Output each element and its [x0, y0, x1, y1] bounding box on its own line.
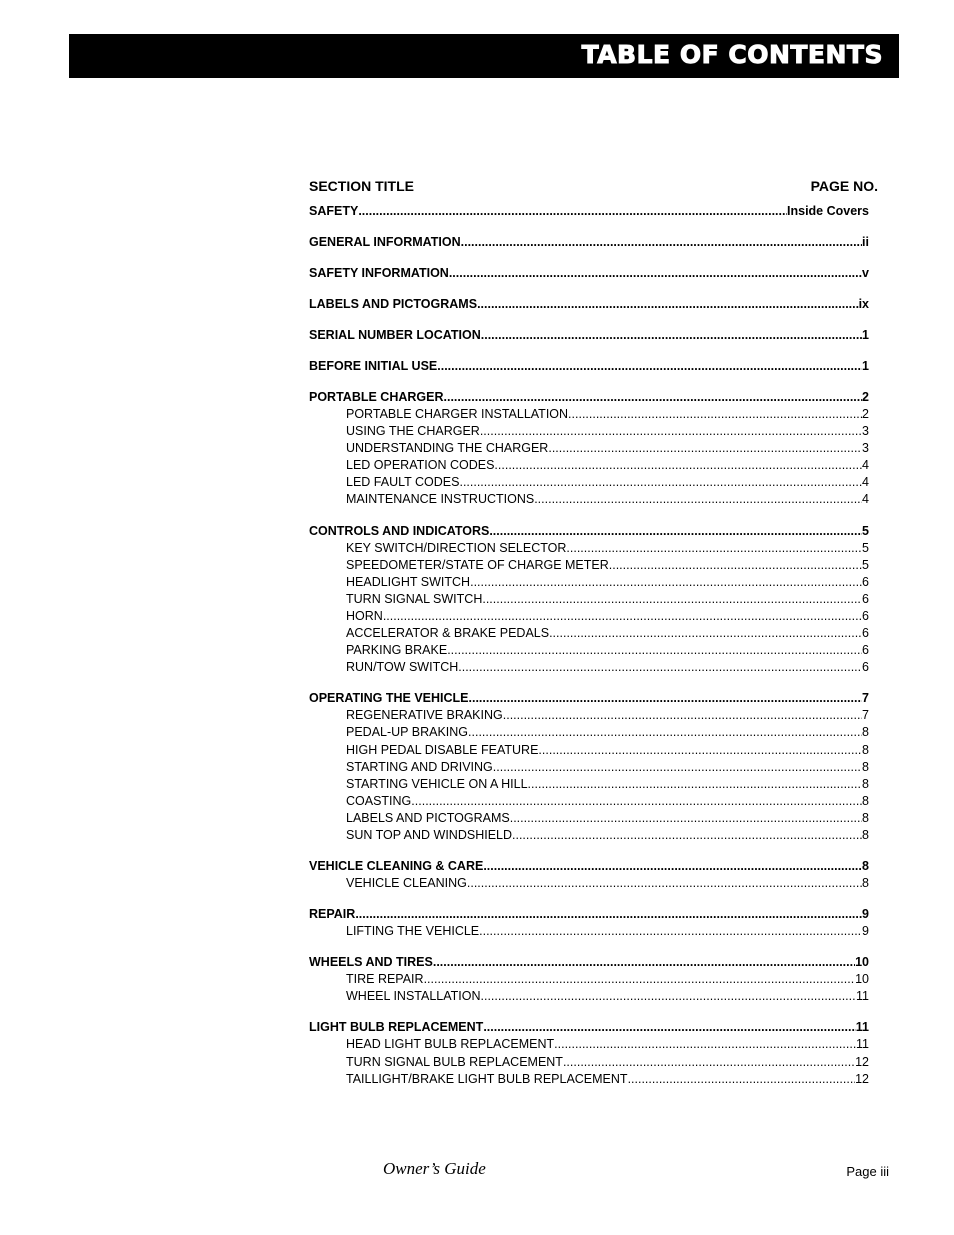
- toc-main-entry[interactable]: [309, 955, 869, 972]
- toc-section: [309, 328, 869, 345]
- dot-leader: [503, 708, 862, 722]
- dot-leader: [468, 725, 862, 739]
- toc-main-entry[interactable]: [309, 390, 869, 407]
- toc-section: [309, 859, 869, 893]
- toc-sub-entry[interactable]: [309, 441, 869, 458]
- toc-main-entry-title: LABELS AND PICTOGRAMS: [309, 297, 478, 311]
- toc-sub-entry-title: STARTING AND DRIVING: [346, 759, 493, 774]
- toc-sub-entry-title: LED OPERATION CODES: [346, 458, 495, 473]
- toc-sub-entry-page: 11: [856, 1037, 869, 1052]
- toc-sub-entry-page: 5: [862, 557, 869, 572]
- dot-leader: [568, 407, 862, 421]
- dot-leader: [493, 760, 862, 774]
- toc-main-entry-title: VEHICLE CLEANING & CARE: [309, 859, 484, 874]
- toc-main-entry-page: ix: [858, 297, 869, 311]
- toc-sub-entry-title: UNDERSTANDING THE CHARGER: [346, 441, 549, 456]
- toc-sub-entry-page: 8: [862, 742, 869, 757]
- dot-leader: [355, 907, 862, 921]
- dot-leader: [489, 524, 862, 538]
- toc-main-entry-title: LIGHT BULB REPLACEMENT: [309, 1020, 484, 1035]
- dot-leader: [444, 390, 863, 404]
- toc-section: [309, 1020, 869, 1088]
- toc-sub-entry[interactable]: [309, 811, 869, 828]
- toc-main-entry-page: 7: [862, 691, 869, 706]
- dot-leader: [479, 924, 862, 938]
- toc-sub-entry-page: 3: [862, 424, 869, 439]
- toc-main-entry-title: SAFETY: [309, 204, 359, 218]
- toc-sub-entry-title: LIFTING THE VEHICLE: [346, 924, 480, 939]
- toc-sub-entry-page: 12: [855, 1054, 869, 1069]
- section-title-header: SECTION TITLE: [309, 178, 414, 194]
- dot-leader: [449, 266, 862, 280]
- toc-sub-entry-title: LED FAULT CODES: [346, 475, 460, 490]
- dot-leader: [482, 592, 862, 606]
- table-of-contents: [309, 176, 878, 1103]
- toc-section: [309, 235, 869, 252]
- toc-main-entry[interactable]: [309, 297, 869, 314]
- toc-section: [309, 524, 869, 678]
- dot-leader: [483, 1020, 855, 1034]
- dot-leader: [411, 794, 862, 808]
- page-number-header: PAGE NO.: [810, 178, 878, 194]
- toc-sub-entry-page: 4: [862, 458, 869, 473]
- toc-section: [309, 297, 869, 314]
- toc-sub-entry[interactable]: [309, 794, 869, 811]
- toc-section: [309, 266, 869, 283]
- toc-section: [309, 204, 869, 221]
- dot-leader: [534, 492, 862, 506]
- toc-sub-entry-page: 4: [862, 475, 869, 490]
- toc-main-entry[interactable]: [309, 328, 869, 345]
- toc-sub-entry-title: PARKING BRAKE: [346, 643, 448, 658]
- toc-sub-entry-title: WHEEL INSTALLATION: [346, 989, 481, 1004]
- toc-main-entry[interactable]: [309, 266, 869, 283]
- toc-main-entry[interactable]: [309, 1020, 869, 1037]
- toc-sub-entry[interactable]: [309, 1037, 869, 1054]
- toc-sub-entry-page: 6: [862, 591, 869, 606]
- toc-sub-entry-title: ACCELERATOR & BRAKE PEDALS: [346, 626, 550, 641]
- toc-main-entry-page: 2: [862, 390, 869, 404]
- dot-leader: [538, 743, 862, 757]
- dot-leader: [563, 1055, 855, 1069]
- toc-sub-entry-title: RUN/TOW SWITCH: [346, 660, 459, 675]
- toc-sub-entry[interactable]: [309, 708, 869, 725]
- toc-main-entry-page: 1: [862, 359, 869, 373]
- toc-section: [309, 359, 869, 376]
- toc-sub-entry-title: HEAD LIGHT BULB REPLACEMENT: [346, 1037, 555, 1052]
- dot-leader: [469, 691, 863, 705]
- toc-sub-entry[interactable]: [309, 424, 869, 441]
- toc-sub-entry[interactable]: [309, 660, 869, 677]
- toc-column-headers: [309, 176, 878, 204]
- toc-sub-entry[interactable]: [309, 575, 869, 592]
- dot-leader: [467, 876, 862, 890]
- dot-leader: [494, 458, 862, 472]
- toc-sub-entry[interactable]: [309, 972, 869, 989]
- toc-sub-entry-title: PEDAL-UP BRAKING: [346, 725, 469, 740]
- toc-sub-entry-title: TIRE REPAIR: [346, 972, 424, 987]
- toc-sub-entry-page: 11: [856, 989, 869, 1004]
- footer-guide-title: Owner’s Guide: [383, 1159, 486, 1178]
- toc-sub-entry-page: 8: [862, 876, 869, 891]
- toc-sub-entry-title: VEHICLE CLEANING: [346, 876, 467, 891]
- toc-sub-entry[interactable]: [309, 828, 869, 845]
- toc-sub-entry-page: 9: [862, 924, 869, 939]
- dot-leader: [510, 811, 862, 825]
- toc-sub-entry-page: 4: [862, 492, 869, 507]
- toc-sub-entry-page: 2: [862, 407, 869, 421]
- toc-main-entry-title: SERIAL NUMBER LOCATION: [309, 328, 481, 342]
- toc-main-entry-page: 8: [862, 859, 869, 874]
- toc-main-entry-title: REPAIR: [309, 907, 356, 922]
- toc-sub-entry[interactable]: [309, 777, 869, 794]
- toc-sub-entry-page: 6: [862, 660, 869, 675]
- dot-leader: [609, 558, 862, 572]
- toc-sub-entry-title: HIGH PEDAL DISABLE FEATURE: [346, 742, 539, 757]
- toc-sub-entry[interactable]: [309, 475, 869, 492]
- toc-sub-entry-title: STARTING VEHICLE ON A HILL: [346, 776, 528, 791]
- toc-sub-entry[interactable]: [309, 1072, 869, 1089]
- toc-sub-entry-page: 3: [862, 441, 869, 456]
- dot-leader: [554, 1037, 856, 1051]
- dot-leader: [512, 828, 862, 842]
- toc-section: [309, 390, 869, 510]
- toc-main-entry-page: 9: [862, 907, 869, 922]
- dot-leader: [459, 475, 862, 489]
- toc-sub-entry-title: HEADLIGHT SWITCH: [346, 574, 471, 589]
- dot-leader: [566, 541, 862, 555]
- toc-main-entry-title: WHEELS AND TIRES: [309, 955, 433, 970]
- toc-sub-entry-title: REGENERATIVE BRAKING: [346, 708, 503, 723]
- toc-sub-entry[interactable]: [309, 989, 869, 1006]
- toc-sub-entry-page: 8: [862, 827, 869, 842]
- toc-sub-entry-page: 7: [862, 708, 869, 723]
- dot-leader: [424, 972, 856, 986]
- toc-main-entry-page: 5: [862, 523, 869, 538]
- toc-main-entry-title: PORTABLE CHARGER: [309, 390, 444, 404]
- toc-sub-entry-page: 6: [862, 643, 869, 658]
- toc-main-entry-page: 10: [855, 955, 869, 970]
- toc-sub-entry[interactable]: [309, 592, 869, 609]
- toc-sub-entry-title: TAILLIGHT/BRAKE LIGHT BULB REPLACEMENT: [346, 1071, 628, 1086]
- toc-sub-entry-page: 6: [862, 626, 869, 641]
- toc-sub-entry-page: 8: [862, 776, 869, 791]
- toc-main-entry[interactable]: [309, 204, 869, 221]
- toc-sub-entry[interactable]: [309, 643, 869, 660]
- toc-main-entry-page: Inside Covers: [787, 204, 869, 218]
- toc-main-entry-page: 1: [862, 328, 869, 342]
- dot-leader: [528, 777, 863, 791]
- dot-leader: [383, 609, 862, 623]
- dot-leader: [358, 204, 787, 218]
- toc-sub-entry-page: 6: [862, 608, 869, 623]
- toc-main-entry-title: BEFORE INITIAL USE: [309, 359, 438, 373]
- toc-main-entry[interactable]: [309, 235, 869, 252]
- header-banner: [69, 34, 899, 78]
- toc-sub-entry[interactable]: [309, 492, 869, 509]
- toc-main-entry-page: v: [862, 266, 869, 280]
- toc-sub-entry[interactable]: [309, 609, 869, 626]
- toc-sub-entry-title: SUN TOP AND WINDSHIELD: [346, 827, 513, 842]
- toc-sub-entry[interactable]: [309, 725, 869, 742]
- toc-entries: [309, 204, 869, 1089]
- toc-main-entry[interactable]: [309, 907, 869, 924]
- toc-sub-entry-page: 6: [862, 574, 869, 589]
- toc-section: [309, 691, 869, 845]
- toc-sub-entry[interactable]: [309, 924, 869, 941]
- toc-sub-entry-title: MAINTENANCE INSTRUCTIONS: [346, 492, 535, 507]
- toc-main-entry-title: GENERAL INFORMATION: [309, 235, 461, 249]
- dot-leader: [461, 235, 862, 249]
- toc-sub-entry-title: KEY SWITCH/DIRECTION SELECTOR: [346, 540, 567, 555]
- toc-sub-entry-page: 10: [855, 972, 869, 987]
- toc-sub-entry[interactable]: [309, 1055, 869, 1072]
- toc-main-entry[interactable]: [309, 359, 869, 376]
- dot-leader: [477, 297, 859, 311]
- dot-leader: [470, 575, 862, 589]
- dot-leader: [447, 643, 862, 657]
- toc-sub-entry[interactable]: [309, 407, 869, 424]
- page-title: TABLE OF CONTENTS: [581, 40, 883, 69]
- dot-leader: [548, 441, 862, 455]
- toc-main-entry[interactable]: [309, 691, 869, 708]
- toc-sub-entry-page: 8: [862, 759, 869, 774]
- dot-leader: [549, 626, 862, 640]
- toc-sub-entry[interactable]: [309, 743, 869, 760]
- footer-page-number: Page iii: [846, 1164, 889, 1179]
- toc-sub-entry-page: 5: [862, 540, 869, 555]
- toc-section: [309, 907, 869, 941]
- toc-sub-entry-page: 8: [862, 810, 869, 825]
- toc-main-entry-page: 11: [855, 1020, 869, 1035]
- dot-leader: [481, 989, 857, 1003]
- dot-leader: [481, 328, 862, 342]
- toc-sub-entry-title: TURN SIGNAL SWITCH: [346, 591, 483, 606]
- toc-sub-entry-page: 12: [855, 1071, 869, 1086]
- toc-sub-entry-title: SPEEDOMETER/STATE OF CHARGE METER: [346, 557, 609, 572]
- toc-sub-entry-title: PORTABLE CHARGER INSTALLATION: [346, 407, 569, 421]
- toc-sub-entry-title: LABELS AND PICTOGRAMS: [346, 810, 510, 825]
- toc-sub-entry-title: COASTING: [346, 793, 412, 808]
- toc-sub-entry[interactable]: [309, 626, 869, 643]
- toc-section: [309, 955, 869, 1006]
- dot-leader: [433, 955, 855, 969]
- dot-leader: [437, 359, 862, 373]
- toc-main-entry-title: CONTROLS AND INDICATORS: [309, 523, 490, 538]
- dot-leader: [458, 660, 862, 674]
- toc-main-entry[interactable]: [309, 524, 869, 541]
- toc-sub-entry[interactable]: [309, 760, 869, 777]
- dot-leader: [628, 1072, 856, 1086]
- toc-sub-entry[interactable]: [309, 458, 869, 475]
- toc-main-entry[interactable]: [309, 859, 869, 876]
- toc-sub-entry[interactable]: [309, 558, 869, 575]
- toc-sub-entry-page: 8: [862, 725, 869, 740]
- toc-main-entry-page: ii: [862, 235, 869, 249]
- dot-leader: [483, 859, 862, 873]
- toc-sub-entry-title: HORN: [346, 608, 383, 623]
- toc-sub-entry[interactable]: [309, 876, 869, 893]
- toc-sub-entry-title: TURN SIGNAL BULB REPLACEMENT: [346, 1054, 563, 1069]
- toc-sub-entry[interactable]: [309, 541, 869, 558]
- dot-leader: [480, 424, 862, 438]
- toc-sub-entry-page: 8: [862, 793, 869, 808]
- toc-sub-entry-title: USING THE CHARGER: [346, 424, 480, 439]
- toc-main-entry-title: SAFETY INFORMATION: [309, 266, 449, 280]
- toc-main-entry-title: OPERATING THE VEHICLE: [309, 691, 469, 706]
